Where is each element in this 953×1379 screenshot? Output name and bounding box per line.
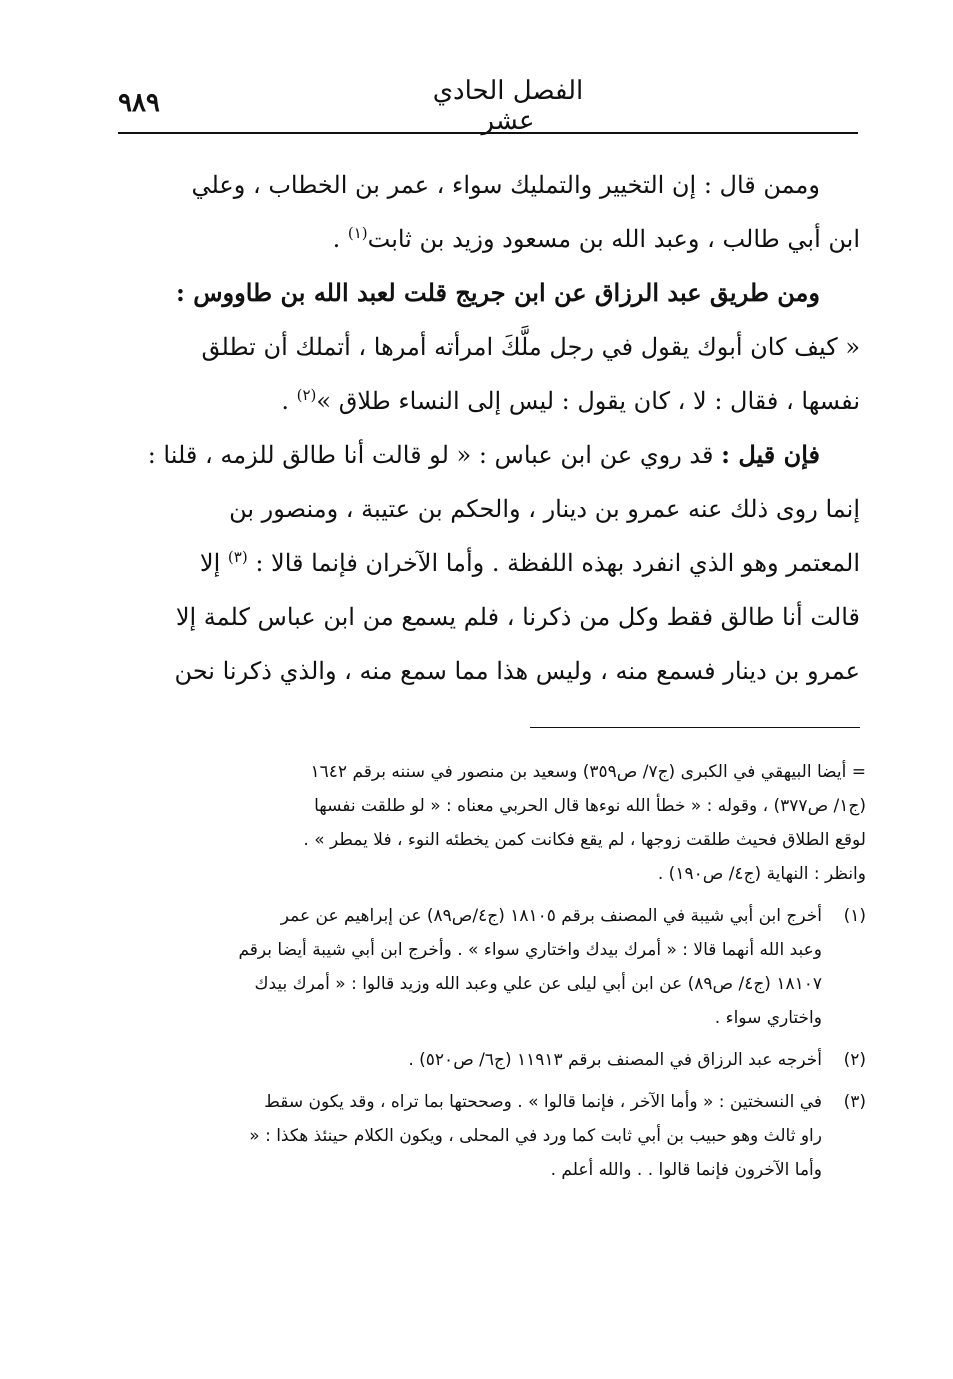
body-line [118,212,860,266]
footnote-line: راو ثالث وهو حبيب بن أبي ثابت كما ورد في المحلى ، ويكون الكلام حينئذ هكذا : « [249,1126,822,1146]
body-line-text: . [332,225,348,253]
body-line-text: وممن قال : إن التخيير والتمليك سواء ، عمر بن الخطاب ، وعلي [191,171,820,199]
footnote-3 [118,1085,866,1187]
footnote-line: وعبد الله أنهما قالا : « أمرك بيدك واختاري سواء » . وأخرج ابن أبي شيبة أيضا برقم [238,940,822,960]
header-rule [118,132,858,134]
footnote-line: لوقع الطلاق فحيث طلقت زوجها ، لم يقع فكانت كمن يخطئه النوء ، فلا يمطر » . [303,830,866,850]
footnote-marker-1: (١) [347,224,368,242]
footnote-line: = أيضا البيهقي في الكبرى (ج٧/ ص٣٥٩) وسعيد بن منصور في سننه برقم ١٦٤٢ [310,762,866,782]
body-line-text: قد روي عن ابن عباس : « لو قالت أنا طالق للزمه ، قلنا : [147,441,714,469]
footnote-line: وانظر : النهاية (ج٤/ ص١٩٠) . [657,864,866,884]
footnote-marker-3: (٣) [227,548,248,566]
body-line [118,590,860,644]
footnote-line: وأما الآخرون فإنما قالوا . . والله أعلم . [550,1160,822,1180]
body-line-text: ومن طريق عبد الرزاق عن ابن جريج قلت لعبد الله بن طاووس : [176,278,820,307]
page-number: ٩٨٩ [118,88,160,118]
body-line [118,428,860,482]
footnote-line: (ج١/ ص٣٧٧) ، وقوله : « خطأ الله نوءها قال الحربي معناه : « لو طلقت نفسها [314,796,866,816]
footnote-label: (٣) [843,1092,866,1112]
body-line-text: إلا [199,549,228,577]
body-line-text: نفسها ، فقال : لا ، كان يقول : ليس إلى النساء طلاق » [316,387,860,415]
footnote-label: (١) [843,906,866,926]
body-line-text: . [281,387,297,415]
body-line [118,320,860,374]
body-line [118,266,860,320]
footnote-line: ١٨١٠٧ (ج٤/ ص٨٩) عن ابن أبي ليلى عن علي وعبد الله وزيد قالوا : « أمرك بيدك [254,974,822,994]
body-line [118,158,860,212]
body-line-text: إنما روى ذلك عنه عمرو بن دينار ، والحكم بن عتيبة ، ومنصور بن [229,495,860,523]
page-header [118,70,858,134]
body-line [118,482,860,536]
body-line [118,644,860,698]
body-line [118,374,860,428]
footnote-1 [118,899,866,1035]
footnote-label: (٢) [843,1050,866,1070]
footnote-separator [530,727,860,728]
footnote-line: أخرج ابن أبي شيبة في المصنف برقم ١٨١٠٥ (ج٤/ص٨٩) عن إبراهيم عن عمر [280,906,822,926]
body-line-text: « كيف كان أبوك يقول في رجل ملَّكَ امرأته أمرها ، أتملك أن تطلق [201,333,860,361]
main-text [118,158,860,698]
body-line-text: عمرو بن دينار فسمع منه ، وليس هذا مما سمع منه ، والذي ذكرنا نحن [174,657,860,685]
objection-lead: فإن قيل : [721,440,820,469]
body-line-text: ابن أبي طالب ، وعبد الله بن مسعود وزيد بن ثابت [367,225,860,253]
footnote-2 [118,1043,866,1077]
footnote-line: في النسختين : « وأما الآخر ، فإنما قالوا » . وصححتها بما تراه ، وقد يكون سقط [264,1092,822,1112]
chapter-title: الفصل الحادي عشر [432,76,584,136]
footnote-line: واختاري سواء . [714,1008,822,1028]
body-line-text: قالت أنا طالق فقط وكل من ذكرنا ، فلم يسمع من ابن عباس كلمة إلا [175,603,860,631]
footnote-marker-2: (٢) [296,386,317,404]
footnotes [118,755,866,1195]
body-line-text: المعتمر وهو الذي انفرد بهذه اللفظة . وأما الآخران فإنما قالا : [255,549,860,577]
footnote-line: أخرجه عبد الرزاق في المصنف برقم ١١٩١٣ (ج٦/ ص٥٢٠) . [408,1050,822,1070]
footnote-continuation [118,755,866,891]
body-line [118,536,860,590]
